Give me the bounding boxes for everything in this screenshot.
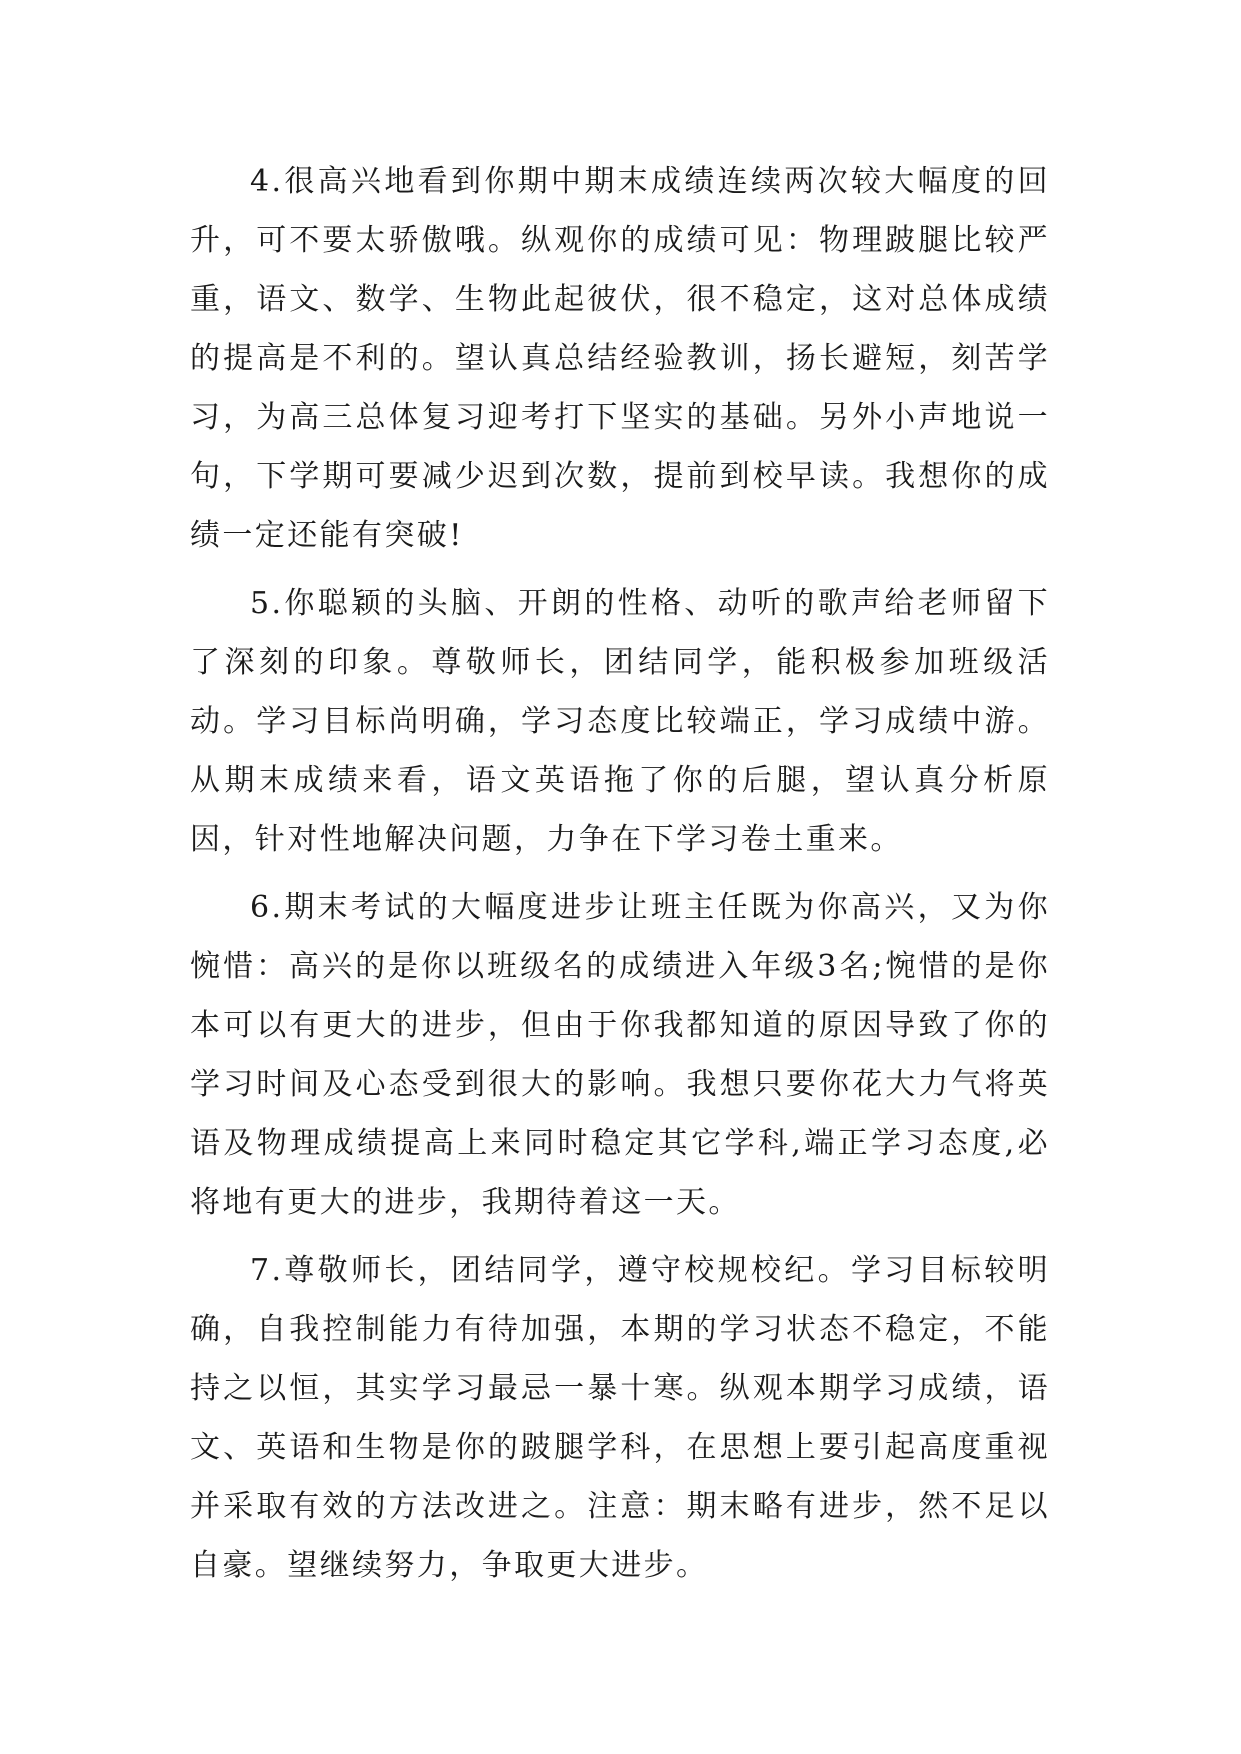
document-body [190, 152, 1050, 1604]
paragraph-item-4: 4.很高兴地看到你期中期末成绩连续两次较大幅度的回升，可不要太骄傲哦。纵观你的成绩可见：物理跛腿比较严重，语文、数学、生物此起彼伏，很不稳定，这对总体成绩的提高是不利的。望认真总结经验教训，扬长避短，刻苦学习，为高三总体复习迎考打下坚实的基础。另外小声地说一句，下学期可要减少迟到次数，提前到校早读。我想你的成绩一定还能有突破! [190, 164, 1050, 553]
paragraph-item-7: 7.尊敬师长，团结同学，遵守校规校纪。学习目标较明确，自我控制能力有待加强，本期的学习状态不稳定，不能持之以恒，其实学习最忌一暴十寒。纵观本期学习成绩，语文、英语和生物是你的跛腿学科，在思想上要引起高度重视并采取有效的方法改进之。注意：期末略有进步，然不足以自豪。望继续努力，争取更大进步。 [190, 1253, 1050, 1583]
paragraph-item-5: 5.你聪颖的头脑、开朗的性格、动听的歌声给老师留下了深刻的印象。尊敬师长，团结同学，能积极参加班级活动。学习目标尚明确，学习态度比较端正，学习成绩中游。从期末成绩来看，语文英语拖了你的后腿，望认真分析原因，针对性地解决问题，力争在下学习卷土重来。 [190, 586, 1050, 857]
paragraph-item-6: 6.期末考试的大幅度进步让班主任既为你高兴，又为你惋惜：高兴的是你以班级名的成绩进入年级3名;惋惜的是你本可以有更大的进步，但由于你我都知道的原因导致了你的学习时间及心态受到很大的影响。我想只要你花大力气将英语及物理成绩提高上来同时稳定其它学科,端正学习态度,必将地有更大的进步，我期待着这一天。 [190, 890, 1050, 1220]
